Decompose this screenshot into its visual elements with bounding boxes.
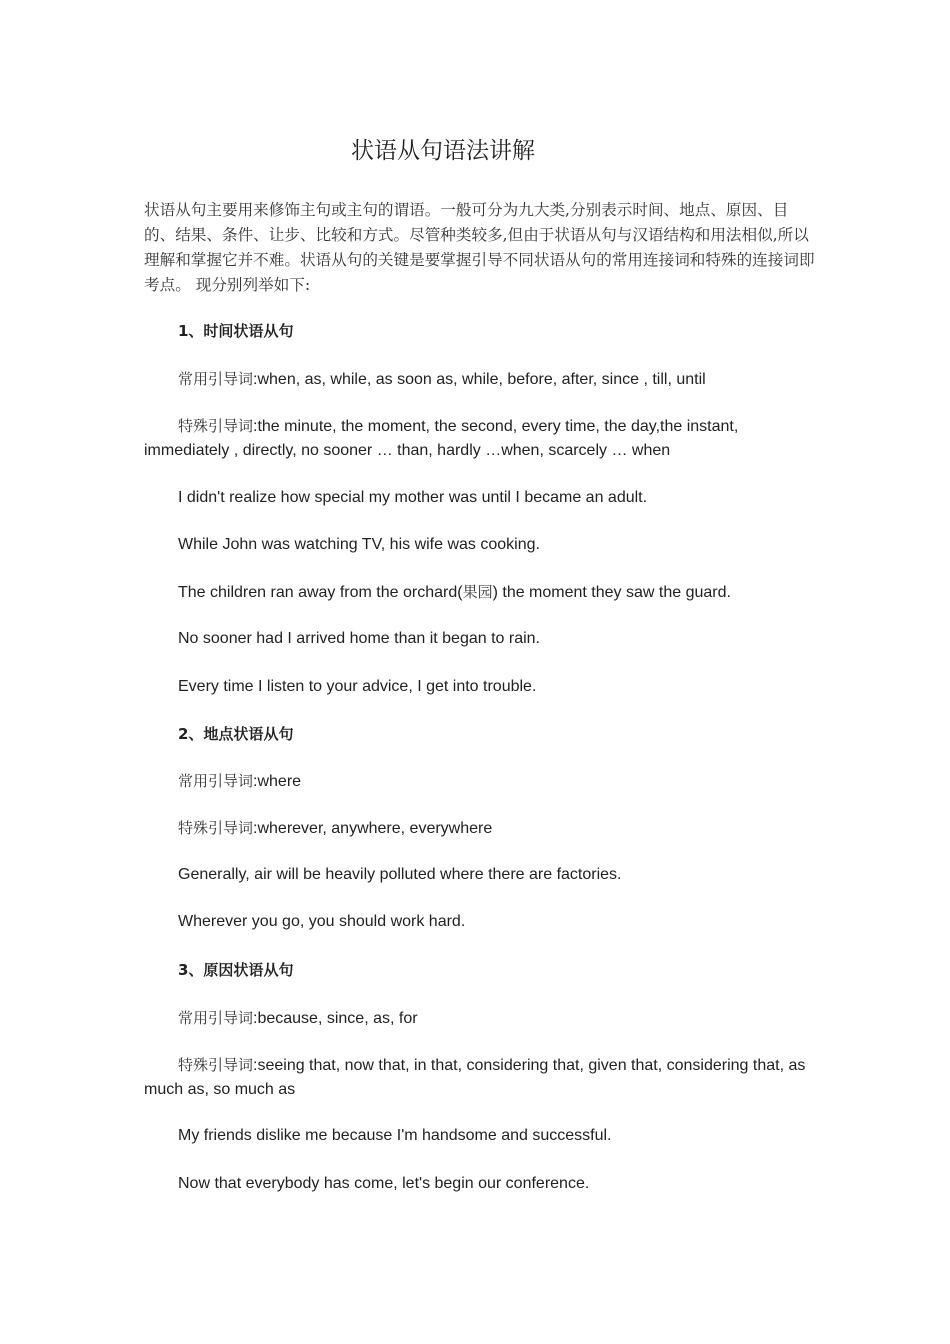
common-label: 常用引导词 <box>178 1009 254 1027</box>
special-conjunctions-time <box>144 414 816 463</box>
section-heading-reason: 3、原因状语从句 <box>178 961 294 979</box>
special-words: :the minute, the moment, the second, every time, the day,the instant, immediately , directly, no sooner … than, hardly …when, scarcely … when <box>144 418 739 459</box>
example-sentence: While John was watching TV, his wife was cooking. <box>178 536 540 553</box>
special-words: :wherever, anywhere, everywhere <box>253 820 493 837</box>
example-sentence <box>178 580 818 605</box>
common-words: :where <box>253 773 302 790</box>
common-words: :when, as, while, as soon as, while, before, after, since , till, until <box>253 371 706 388</box>
special-label: 特殊引导词 <box>178 417 254 435</box>
common-label: 常用引导词 <box>178 772 254 790</box>
common-conjunctions-place <box>178 769 818 794</box>
common-label: 常用引导词 <box>178 370 254 388</box>
example-sentence: Every time I listen to your advice, I get into trouble. <box>178 678 537 695</box>
special-conjunctions-reason <box>144 1053 816 1102</box>
section-heading-place: 2、地点状语从句 <box>178 725 294 743</box>
example-text: ) the moment they saw the guard. <box>492 584 731 601</box>
common-conjunctions-reason <box>178 1006 818 1031</box>
special-words: :seeing that, now that, in that, considering that, given that, considering that, as much as, so much as <box>144 1057 806 1098</box>
special-label: 特殊引导词 <box>178 1056 254 1074</box>
example-cn-gloss: 果园 <box>462 583 493 601</box>
example-sentence: Generally, air will be heavily polluted where there are factories. <box>178 866 622 883</box>
example-sentence: Wherever you go, you should work hard. <box>178 913 466 930</box>
example-sentence: My friends dislike me because I'm handsome and successful. <box>178 1127 612 1144</box>
example-text: The children ran away from the orchard( <box>178 584 463 601</box>
example-sentence: No sooner had I arrived home than it began to rain. <box>178 630 540 647</box>
page-title: 状语从句语法讲解 <box>351 138 535 164</box>
intro-paragraph: 状语从句主要用来修饰主句或主句的谓语。一般可分为九大类,分别表示时间、地点、原因、目的、结果、条件、让步、比较和方式。尽管种类较多,但由于状语从句与汉语结构和用法相似,所以理解和掌握它并不难。状语从句的关键是要掌握引导不同状语从句的常用连接词和特殊的连接词即考点。 现分别列举如下: <box>144 201 815 294</box>
special-label: 特殊引导词 <box>178 819 254 837</box>
special-conjunctions-place <box>178 816 818 841</box>
example-sentence: Now that everybody has come, let's begin our conference. <box>178 1175 590 1192</box>
section-heading-time: 1、时间状语从句 <box>178 322 294 340</box>
common-words: :because, since, as, for <box>253 1010 418 1027</box>
common-conjunctions-time <box>178 367 818 392</box>
example-sentence: I didn't realize how special my mother was until I became an adult. <box>178 489 648 506</box>
